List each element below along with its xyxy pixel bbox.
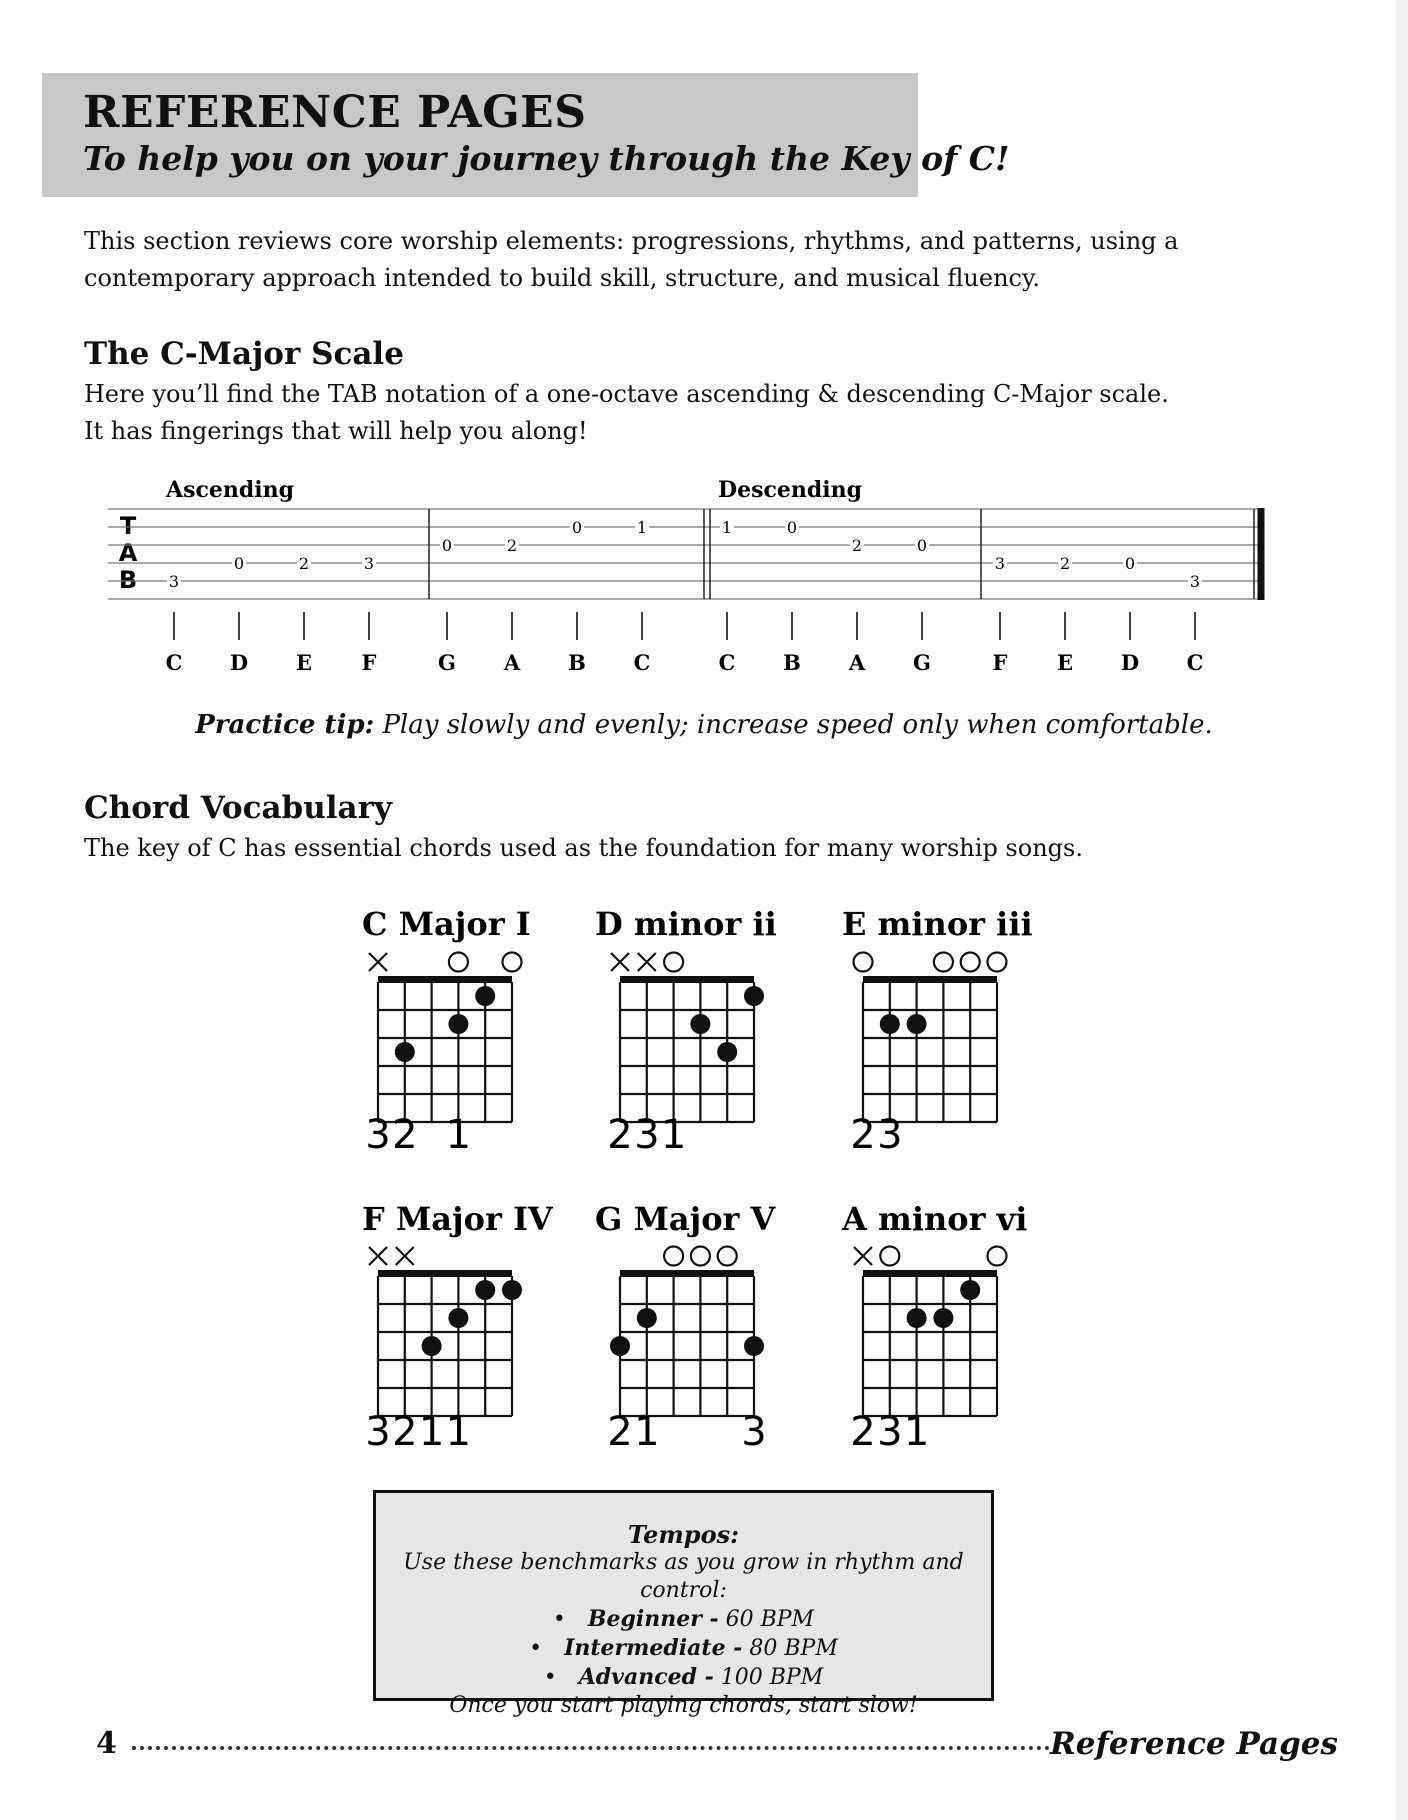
tempo-level: Intermediate - [564,1635,743,1661]
chord-fingering [365,1112,471,1158]
scale-text-line-1: Here you’ll find the TAB notation of a one-octave ascending & descending C-Major scale. [84,380,1169,408]
chord-fingering [365,1409,471,1455]
chord-nut [620,976,754,983]
tab-fret-number: 3 [1189,572,1201,591]
chord-fingering [850,1409,929,1455]
finger-dot [610,1336,630,1356]
chord-nut [378,1270,512,1277]
tempo-item [376,1634,991,1663]
fingering-digit: 3 [741,1409,767,1455]
fingering-digit: 2 [392,1112,418,1158]
tab-fret-number: 0 [441,536,453,555]
fingering-digit: 3 [365,1112,391,1158]
tab-fret-number: 2 [298,554,310,573]
chord-f-major [362,1200,554,1455]
open-string-marker [988,953,1007,972]
tab-fret-number: 3 [168,572,180,591]
chord-nut [863,1270,997,1277]
tab-fret-number: 3 [363,554,375,573]
chord-nut [863,976,997,983]
chord-title [595,1200,777,1238]
fingering-digit: 3 [365,1409,391,1455]
chord-name: F Major [362,1200,513,1238]
finger-dot [907,1308,927,1328]
tab-note-name: B [568,650,586,675]
chord-numeral: IV [512,1200,553,1238]
fingering-digit: 3 [877,1112,903,1158]
practice-tip-text: Play slowly and evenly; increase speed only when comfortable. [382,710,1213,740]
chord-c-major [362,905,531,1158]
finger-dot [744,986,764,1006]
scale-text-line-2: It has fingerings that will help you along! [84,417,588,445]
chord-g-major [595,1200,777,1455]
tab-note-name: C [165,650,183,675]
tab-fret-number: 1 [636,518,648,537]
fingering-digit: 1 [445,1112,472,1158]
tab-note-name: C [1186,650,1204,675]
open-string-marker [718,1247,737,1266]
finger-dot [502,1280,522,1300]
finger-dot [690,1014,710,1034]
chord-title [362,905,531,943]
tempos-box [373,1490,994,1718]
open-string-marker [664,1247,683,1266]
tempo-bpm: 60 BPM [725,1607,815,1632]
tab-fret-number: 2 [851,536,863,555]
chord-name: G Major [595,1200,751,1238]
chord-numeral: ii [752,905,777,943]
tab-fret-number: 3 [994,554,1006,573]
tab-note-name: E [1056,650,1074,675]
chord-title [842,905,1033,943]
fingering-digit: 1 [445,1409,472,1455]
fingering-digit: 2 [607,1112,633,1158]
chord-numeral: V [750,1200,776,1238]
tempo-level: Advanced - [578,1664,714,1690]
chords-heading: Chord Vocabulary [84,790,392,826]
tempo-bpm: 100 BPM [720,1665,824,1690]
scale-heading: The C-Major Scale [84,336,404,372]
chords-text: The key of C has essential chords used as the foundation for many worship songs. [84,834,1083,862]
tempo-bpm: 80 BPM [749,1636,838,1661]
tab-note-name: G [438,650,456,675]
open-string-marker [691,1247,710,1266]
chord-d-minor [595,905,777,1158]
chord-name: D minor [595,905,753,943]
tab-note-name: C [718,650,736,675]
finger-dot [933,1308,953,1328]
open-string-marker [449,953,468,972]
open-string-marker [934,953,953,972]
ascending-label: Ascending [166,477,294,503]
fingering-digit: 1 [660,1112,687,1158]
tab-fret-number: 0 [916,536,928,555]
tab-fret-number: 0 [1124,554,1136,573]
tab-note-name: B [783,650,801,675]
finger-dot [475,1280,495,1300]
chord-nut [378,976,512,983]
intro-line-1: This section reviews core worship elements: progressions, rhythms, and patterns, using a [84,227,1179,255]
chord-numeral: vi [996,1200,1028,1238]
fingering-digit: 2 [607,1409,633,1455]
tempo-item [376,1605,991,1634]
open-string-marker [854,953,873,972]
fingering-digit: 3 [877,1409,903,1455]
fingering-digit: 2 [850,1112,876,1158]
chord-title [841,1200,1027,1238]
intro-line-2: contemporary approach intended to build skill, structure, and musical fluency. [84,264,1040,292]
tempo-level: Beginner - [587,1606,719,1632]
open-string-marker [988,1247,1007,1266]
chord-name: A minor [842,1200,997,1238]
chord-fingering [850,1112,902,1158]
chord-name: E minor [842,905,997,943]
practice-tip-label: Practice tip: [195,710,375,740]
descending-label: Descending [718,477,862,503]
tab-fret-number: 2 [506,536,518,555]
tab-note-name: C [633,650,651,675]
page-title: REFERENCE PAGES [83,87,587,138]
chord-fingering [607,1112,686,1158]
open-string-marker [961,953,980,972]
tab-fret-number: 0 [786,518,798,537]
chord-e-minor [842,905,1033,1158]
tempos-intro: Use these benchmarks as you grow in rhythm and control: [403,1550,964,1603]
tab-fret-number: 1 [721,518,733,537]
tab-note-name: F [361,650,377,675]
fingering-digit: 1 [634,1409,660,1455]
tab-clef-b: B [118,566,138,594]
tab-note-name: E [295,650,313,675]
finger-dot [744,1336,764,1356]
page-subtitle: To help you on your journey through the Key of C! [83,139,1010,178]
tab-clef-t: T [119,512,137,540]
chord-title [595,905,777,943]
fingering-digit: 1 [418,1409,445,1455]
tab-note-name: G [913,650,931,675]
footer-section-title: Reference Pages [1050,1726,1338,1762]
finger-dot [475,986,495,1006]
tempos-closing: Once you start playing chords, start slow! [449,1693,918,1718]
finger-dot [637,1308,657,1328]
tab-clef-a: A [118,539,138,567]
finger-dot [422,1336,442,1356]
finger-dot [960,1280,980,1300]
finger-dot [448,1308,468,1328]
fingering-digit: 2 [392,1409,418,1455]
chord-title [362,1200,554,1238]
tempos-list [376,1605,991,1692]
tab-note-name: D [229,650,249,675]
open-string-marker [664,953,683,972]
tab-fret-number: 2 [1059,554,1071,573]
finger-dot [880,1014,900,1034]
finger-dot [717,1042,737,1062]
finger-dot [395,1042,415,1062]
tab-note-name: D [1120,650,1140,675]
chord-numeral: I [515,905,531,943]
fingering-digit: 1 [903,1409,930,1455]
open-string-marker [880,1247,899,1266]
tab-note-name: A [848,650,866,675]
page-number: 4 [96,1726,117,1761]
tab-note-name: F [992,650,1008,675]
fingering-digit: 3 [634,1112,660,1158]
chord-numeral: iii [996,905,1033,943]
tab-fret-number: 0 [571,518,583,537]
chord-nut [620,1270,754,1277]
tempo-item [376,1663,991,1692]
finger-dot [448,1014,468,1034]
fingering-digit: 2 [850,1409,876,1455]
finger-dot [907,1014,927,1034]
footer-leader-dots [132,1746,1050,1750]
tab-note-name: A [503,650,521,675]
chord-a-minor [841,1200,1027,1455]
tab-fret-number: 0 [233,554,245,573]
tempos-title: Tempos: [628,1520,739,1549]
open-string-marker [503,953,522,972]
chord-name: C Major [362,905,516,943]
